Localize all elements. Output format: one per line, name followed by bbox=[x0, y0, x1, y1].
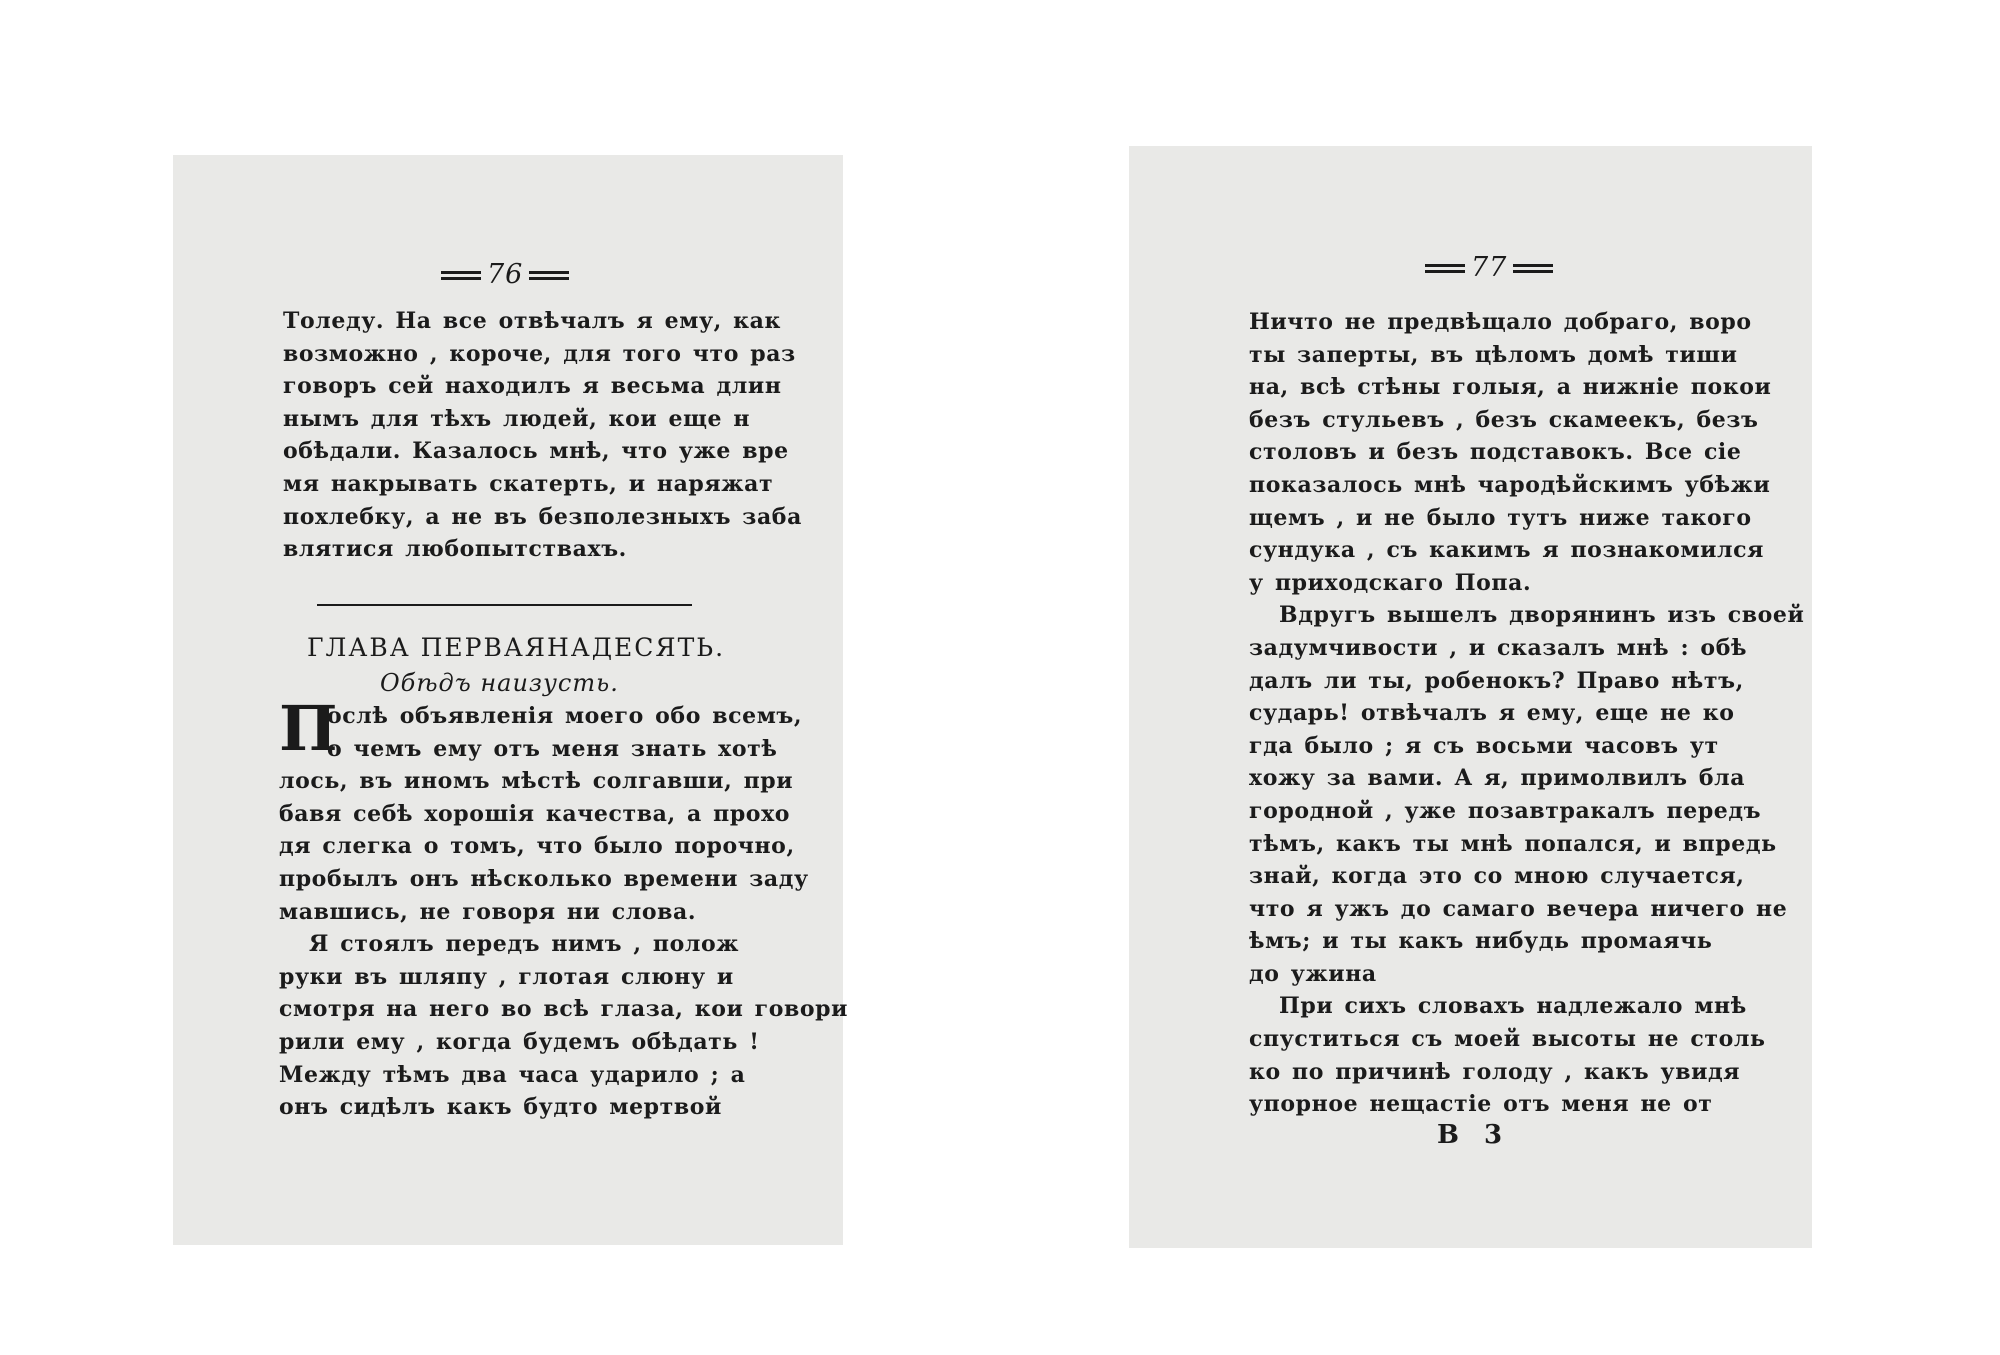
text-line: ѣмъ; и ты какъ нибудь промаячь bbox=[1249, 928, 1713, 955]
text-line: городной , уже позавтракалъ передъ bbox=[1249, 797, 1762, 824]
folio-rule-right bbox=[529, 271, 569, 280]
page-body bbox=[1249, 306, 1804, 1121]
text-line: у приходскаго Попа. bbox=[1249, 569, 1532, 596]
text-line: мя накрывать скатерть, и наряжат bbox=[283, 470, 774, 497]
text-line: онъ сидѣлъ какъ будто мертвой bbox=[279, 1094, 722, 1121]
text-line: гда было ; я съ восьми часовъ ут bbox=[1249, 732, 1719, 759]
printer-signature: В 3 bbox=[1437, 1120, 1511, 1150]
text-line: пробылъ онъ нѣсколько времени заду bbox=[279, 865, 809, 892]
text-line: дя слегка о томъ, что было порочно, bbox=[279, 833, 795, 860]
text-line: Вдругъ вышелъ дворянинъ изъ своей bbox=[1279, 602, 1805, 629]
chapter-subtitle: Обѣдъ наизусть. bbox=[380, 669, 619, 697]
chapter-body bbox=[279, 692, 849, 1124]
text-line: лось, въ иномъ мѣстѣ солгавши, при bbox=[279, 768, 794, 795]
text-line: Я стоялъ передъ нимъ , полож bbox=[309, 931, 740, 958]
text-line: говоръ сей находилъ я весьма длин bbox=[283, 373, 782, 400]
text-line: При сихъ словахъ надлежало мнѣ bbox=[1279, 993, 1747, 1020]
text-line: столовъ и безъ подставокъ. Все сіе bbox=[1249, 439, 1742, 466]
section-divider bbox=[317, 604, 692, 606]
text-line: рили ему , когда будемъ обѣдать ! bbox=[279, 1028, 760, 1055]
text-line: смотря на него во всѣ глаза, кои говори bbox=[279, 996, 849, 1023]
folio-rule-left bbox=[1425, 264, 1465, 273]
text-line: сударь! отвѣчалъ я ему, еще не ко bbox=[1249, 700, 1735, 727]
left-page bbox=[173, 155, 849, 1245]
text-line: хожу за вами. А я, примолвилъ бла bbox=[1249, 765, 1746, 792]
text-line: ослѣ объявленія моего обо всемъ, bbox=[327, 703, 803, 729]
text-line: показалось мнѣ чародѣйскимъ убѣжи bbox=[1249, 471, 1771, 498]
text-line: упорное нещастіе отъ меня не от bbox=[1249, 1091, 1713, 1118]
right-page bbox=[1129, 146, 1812, 1248]
text-line: возможно , короче, для того что раз bbox=[283, 340, 796, 367]
folio-rule-right bbox=[1513, 264, 1553, 273]
text-line: до ужина bbox=[1249, 960, 1377, 987]
text-line: нымъ для тѣхъ людей, кои еще н bbox=[283, 405, 751, 432]
page-number-value: 77 bbox=[1471, 252, 1508, 283]
text-line: обѣдали. Казалось мнѣ, что уже вре bbox=[283, 438, 789, 465]
text-line: Ничто не предвѣщало добраго, воро bbox=[1249, 309, 1752, 335]
text-line: сундука , съ какимъ я познакомился bbox=[1249, 537, 1765, 564]
drop-cap: П bbox=[279, 692, 338, 765]
opening-paragraph bbox=[283, 305, 802, 566]
text-line: спуститься съ моей высоты не столь bbox=[1249, 1026, 1766, 1053]
text-line: Толеду. На все отвѣчалъ я ему, как bbox=[283, 308, 781, 334]
text-line: ты заперты, въ цѣломъ домѣ тиши bbox=[1249, 341, 1738, 368]
text-line: на, всѣ стѣны голыя, а нижніе покои bbox=[1249, 374, 1772, 401]
text-line: похлебку, а не въ безполезныхъ заба bbox=[283, 503, 802, 530]
page-number bbox=[1419, 252, 1559, 283]
text-line: знай, когда это со мною случается, bbox=[1249, 863, 1745, 890]
chapter-title: ГЛАВА ПЕРВАЯНАДЕСЯТЬ. bbox=[307, 633, 726, 662]
text-line: влятися любопытствахъ. bbox=[283, 536, 627, 563]
text-line: задумчивости , и сказалъ мнѣ : обѣ bbox=[1249, 634, 1748, 661]
text-line: щемъ , и не было тутъ ниже такого bbox=[1249, 504, 1752, 531]
text-line: что я ужъ до самаго вечера ничего не bbox=[1249, 895, 1788, 922]
text-line: мавшись, не говоря ни слова. bbox=[279, 898, 697, 925]
text-line: ко по причинѣ голоду , какъ увидя bbox=[1249, 1058, 1741, 1085]
page-number bbox=[435, 259, 575, 290]
text-line: тѣмъ, какъ ты мнѣ попался, и впредь bbox=[1249, 830, 1777, 857]
text-line: далъ ли ты, робенокъ? Право нѣтъ, bbox=[1249, 667, 1744, 694]
text-line: бавя себѣ хорошія качества, а прохо bbox=[279, 800, 791, 827]
text-line: о чемъ ему отъ меня знать хотѣ bbox=[327, 735, 778, 762]
text-line: Между тѣмъ два часа ударило ; а bbox=[279, 1061, 746, 1088]
page-number-value: 76 bbox=[487, 259, 524, 290]
text-line: руки въ шляпу , глотая слюну и bbox=[279, 963, 734, 990]
folio-rule-left bbox=[441, 271, 481, 280]
text-line: безъ стульевъ , безъ скамеекъ, безъ bbox=[1249, 406, 1759, 433]
